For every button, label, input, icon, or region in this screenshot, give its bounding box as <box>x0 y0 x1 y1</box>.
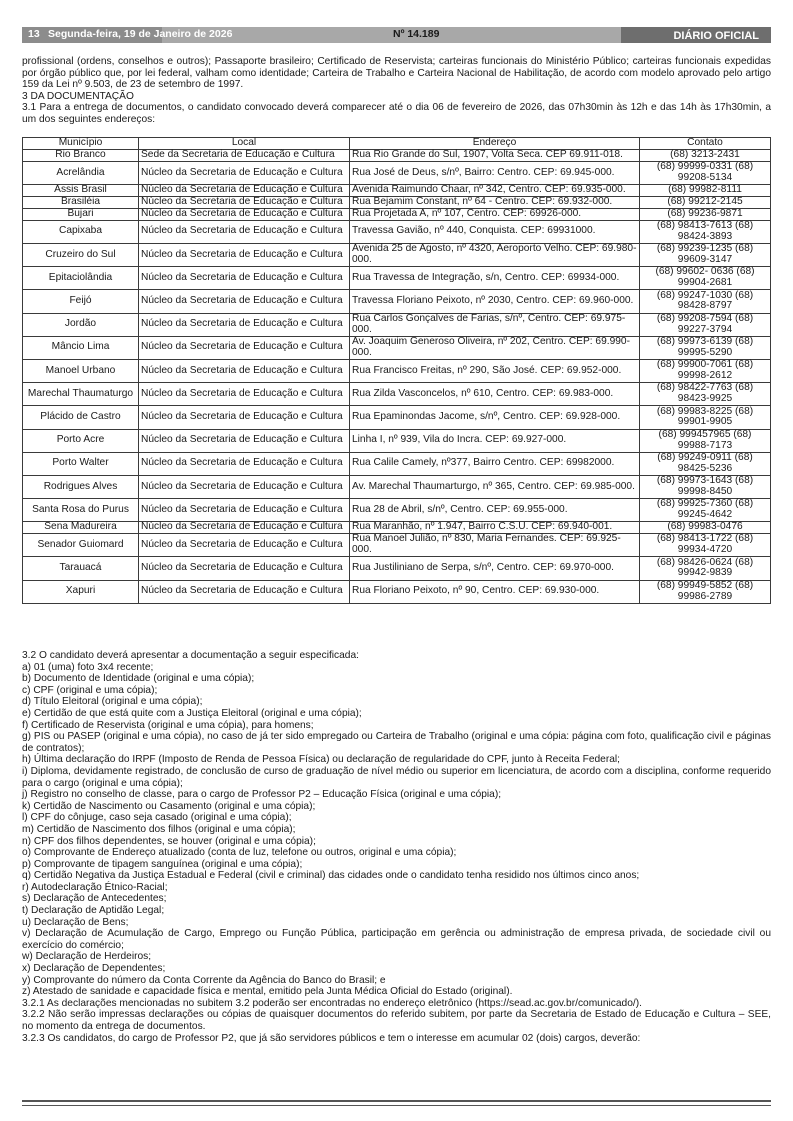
column-header: Município <box>23 138 139 150</box>
documentation-line: 3.2.2 Não serão impressas declarações ou cópias de quaisquer documentos do referido subitem, por parte da Secretaria de Estado de Educação e Cultura – SEE, no momento da entrega de documentos. <box>22 1009 771 1032</box>
section-title: 3 DA DOCUMENTAÇÃO <box>22 90 134 102</box>
table-row <box>23 150 771 162</box>
cell-endereco: Rua Justiliniano de Serpa, s/nº, Centro. CEP: 69.970-000. <box>350 557 640 580</box>
table-row <box>23 522 771 534</box>
cell-endereco: Avenida 25 de Agosto, nº 4320, Aeroporto Velho. CEP: 69.980-000. <box>350 244 640 267</box>
cell-local: Núcleo da Secretaria de Educação e Cultura <box>139 383 350 406</box>
cell-local: Núcleo da Secretaria de Educação e Cultura <box>139 208 350 220</box>
table-row <box>23 220 771 243</box>
documentation-line: l) CPF do cônjuge, caso seja casado (original e uma cópia); <box>22 812 292 824</box>
cell-municipio: Capixaba <box>23 220 139 243</box>
cell-endereco: Rua Carlos Gonçalves de Farias, s/nº, Centro. CEP: 69.975-000. <box>350 313 640 336</box>
cell-contato: (68) 99982-8111 <box>640 185 771 197</box>
edition-number: Nº 14.189 <box>393 28 440 40</box>
cell-contato: (68) 99212-2145 <box>640 197 771 209</box>
documentation-line: v) Declaração de Acumulação de Cargo, Emprego ou Função Pública, participação em gerência ou administração de empresa privada, de sociedade civil ou exercício do comércio; <box>22 928 771 951</box>
cell-municipio: Plácido de Castro <box>23 406 139 429</box>
page-header <box>22 27 771 43</box>
cell-endereco: Av. Joaquim Generoso Oliveira, nº 202, Centro. CEP: 69.990-000. <box>350 336 640 359</box>
cell-municipio: Rio Branco <box>23 150 139 162</box>
documentation-line: p) Comprovante de tipagem sanguínea (original e uma cópia); <box>22 858 303 870</box>
cell-municipio: Feijó <box>23 290 139 313</box>
cell-endereco: Avenida Raimundo Chaar, nº 342, Centro. CEP: 69.935-000. <box>350 185 640 197</box>
cell-endereco: Rua Zilda Vasconcelos, nº 610, Centro. CEP: 69.983-000. <box>350 383 640 406</box>
page-number: 13 <box>28 28 40 40</box>
documentation-line: t) Declaração de Aptidão Legal; <box>22 905 165 917</box>
intro-block <box>22 56 771 126</box>
cell-municipio: Porto Acre <box>23 429 139 452</box>
cell-endereco: Rua Calile Camely, nº377, Bairro Centro. CEP: 69982000. <box>350 452 640 475</box>
cell-endereco: Rua Rio Grande do Sul, 1907, Volta Seca. CEP 69.911-018. <box>350 150 640 162</box>
table-row <box>23 452 771 475</box>
cell-contato: (68) 99973-6139 (68) 99995-5290 <box>640 336 771 359</box>
table-row <box>23 557 771 580</box>
documentation-line: y) Comprovante do número da Conta Corrente da Agência do Banco do Brasil; e <box>22 974 386 986</box>
cell-municipio: Cruzeiro do Sul <box>23 244 139 267</box>
cell-local: Núcleo da Secretaria de Educação e Cultura <box>139 557 350 580</box>
table-header-row <box>23 138 771 150</box>
table-row <box>23 336 771 359</box>
table-row <box>23 359 771 382</box>
table-row <box>23 475 771 498</box>
cell-contato: (68) 99999-0331 (68) 99208-5134 <box>640 161 771 184</box>
table-row <box>23 383 771 406</box>
cell-municipio: Marechal Thaumaturgo <box>23 383 139 406</box>
cell-contato: (68) 99949-5852 (68) 99986-2789 <box>640 580 771 603</box>
cell-contato: (68) 98422-7763 (68) 98423-9925 <box>640 383 771 406</box>
documentation-block <box>22 650 771 1044</box>
documentation-line: c) CPF (original e uma cópia); <box>22 684 158 696</box>
cell-endereco: Linha I, nº 939, Vila do Incra. CEP: 69.927-000. <box>350 429 640 452</box>
documentation-line: h) Última declaração do IRPF (Imposto de Renda de Pessoa Física) ou declaração de regularidade do CPF, junto à Receita Federal; <box>22 754 620 766</box>
cell-local: Núcleo da Secretaria de Educação e Cultura <box>139 290 350 313</box>
table-row <box>23 290 771 313</box>
cell-contato: (68) 99602- 0636 (68) 99904-2681 <box>640 267 771 290</box>
cell-municipio: Manoel Urbano <box>23 359 139 382</box>
addresses-table <box>22 137 771 604</box>
column-header: Contato <box>640 138 771 150</box>
cell-endereco: Rua Manoel Julião, nº 830, Maria Fernandes. CEP: 69.925-000. <box>350 534 640 557</box>
documentation-line: b) Documento de Identidade (original e uma cópia); <box>22 673 255 685</box>
table-row <box>23 208 771 220</box>
column-header: Endereço <box>350 138 640 150</box>
documentation-line: f) Certificado de Reservista (original e uma cópia), para homens; <box>22 719 314 731</box>
cell-municipio: Porto Walter <box>23 452 139 475</box>
cell-endereco: Travessa Floriano Peixoto, nº 2030, Centro. CEP: 69.960-000. <box>350 290 640 313</box>
cell-local: Sede da Secretaria de Educação e Cultura <box>139 150 350 162</box>
table-row <box>23 406 771 429</box>
table-row <box>23 313 771 336</box>
documentation-line: i) Diploma, devidamente registrado, de conclusão de curso de graduação de nível médio ou superior em licenciatura, de acordo com a disciplina, conforme requerido para o cargo (original e uma cópia); <box>22 765 771 789</box>
cell-municipio: Tarauacá <box>23 557 139 580</box>
cell-contato: (68) 999457965 (68) 99988-7173 <box>640 429 771 452</box>
cell-endereco: Rua José de Deus, s/nº, Bairro: Centro. CEP: 69.945-000. <box>350 161 640 184</box>
cell-municipio: Bujari <box>23 208 139 220</box>
documentation-line: w) Declaração de Herdeiros; <box>22 951 152 963</box>
documentation-line: 3.2 O candidato deverá apresentar a documentação a seguir especificada: <box>22 650 359 661</box>
table-row <box>23 534 771 557</box>
cell-contato: (68) 99236-9871 <box>640 208 771 220</box>
documentation-line: z) Atestado de sanidade e capacidade física e mental, emitido pela Junta Médica Oficial do Estado (original). <box>22 986 513 998</box>
cell-endereco: Rua Floriano Peixoto, nº 90, Centro. CEP: 69.930-000. <box>350 580 640 603</box>
footer-rule <box>22 1100 771 1106</box>
documentation-line: m) Certidão de Nascimento dos filhos (original e uma cópia); <box>22 823 296 835</box>
table-row <box>23 197 771 209</box>
documentation-line: r) Autodeclaração Étnico-Racial; <box>22 881 168 893</box>
cell-local: Núcleo da Secretaria de Educação e Cultura <box>139 499 350 522</box>
table-row <box>23 267 771 290</box>
cell-municipio: Acrelândia <box>23 161 139 184</box>
cell-endereco: Rua 28 de Abril, s/nº, Centro. CEP: 69.955-000. <box>350 499 640 522</box>
cell-endereco: Rua Projetada A, nº 107, Centro. CEP: 69926-000. <box>350 208 640 220</box>
cell-contato: (68) 98413-7613 (68) 98424-3893 <box>640 220 771 243</box>
cell-local: Núcleo da Secretaria de Educação e Cultura <box>139 580 350 603</box>
cell-municipio: Assis Brasil <box>23 185 139 197</box>
cell-local: Núcleo da Secretaria de Educação e Cultura <box>139 197 350 209</box>
cell-contato: (68) 99249-0911 (68) 98425-5236 <box>640 452 771 475</box>
documentation-line: s) Declaração de Antecedentes; <box>22 893 167 905</box>
cell-local: Núcleo da Secretaria de Educação e Cultura <box>139 406 350 429</box>
documentation-line: k) Certidão de Nascimento ou Casamento (original e uma cópia); <box>22 800 316 812</box>
table-row <box>23 244 771 267</box>
cell-endereco: Travessa Gavião, nº 440, Conquista. CEP: 69931000. <box>350 220 640 243</box>
cell-municipio: Epitaciolândia <box>23 267 139 290</box>
cell-contato: (68) 99208-7594 (68) 99227-3794 <box>640 313 771 336</box>
table-row <box>23 161 771 184</box>
cell-municipio: Jordão <box>23 313 139 336</box>
cell-contato: (68) 99900-7061 (68) 99998-2612 <box>640 359 771 382</box>
cell-local: Núcleo da Secretaria de Educação e Cultura <box>139 336 350 359</box>
cell-contato: (68) 3213-2431 <box>640 150 771 162</box>
cell-contato: (68) 98426-0624 (68) 99942-9839 <box>640 557 771 580</box>
cell-contato: (68) 98413-1722 (68) 99934-4720 <box>640 534 771 557</box>
documentation-line: n) CPF dos filhos dependentes, se houver (original e uma cópia); <box>22 835 316 847</box>
cell-endereco: Rua Francisco Freitas, nº 290, São José. CEP: 69.952-000. <box>350 359 640 382</box>
cell-endereco: Av. Marechal Thaumarturgo, nº 365, Centro. CEP: 69.985-000. <box>350 475 640 498</box>
cell-contato: (68) 99925-7360 (68) 99245-4642 <box>640 499 771 522</box>
cell-local: Núcleo da Secretaria de Educação e Cultura <box>139 522 350 534</box>
cell-municipio: Senador Guiomard <box>23 534 139 557</box>
cell-contato: (68) 99983-8225 (68) 99901-9905 <box>640 406 771 429</box>
documentation-line: x) Declaração de Dependentes; <box>22 963 166 975</box>
documentation-line: 3.2.1 As declarações mencionadas no subitem 3.2 poderão ser encontradas no endereço eletrônico (https://sead.ac.gov.br/comunicado/). <box>22 997 642 1009</box>
item-3-1: 3.1 Para a entrega de documentos, o candidato convocado deverá comparecer até o dia 06 de fevereiro de 2026, das 07h30min às 12h e das 14h às 17h30min, a um dos seguintes endereços: <box>22 102 771 125</box>
cell-local: Núcleo da Secretaria de Educação e Cultura <box>139 475 350 498</box>
documentation-line: g) PIS ou PASEP (original e uma cópia), no caso de já ter sido empregado ou Carteira de Trabalho (original e uma cópia: página com foto, qualificação civil e páginas de contratos); <box>22 731 771 754</box>
column-header: Local <box>139 138 350 150</box>
cell-contato: (68) 99239-1235 (68) 99609-3147 <box>640 244 771 267</box>
cell-local: Núcleo da Secretaria de Educação e Cultura <box>139 359 350 382</box>
cell-contato: (68) 99983-0476 <box>640 522 771 534</box>
cell-municipio: Xapuri <box>23 580 139 603</box>
documentation-line: 3.2.3 Os candidatos, do cargo de Professor P2, que já são servidores públicos e tem o interesse em acumular 02 (dois) cargos, deverão: <box>22 1032 641 1044</box>
table-row <box>23 429 771 452</box>
cell-municipio: Santa Rosa do Purus <box>23 499 139 522</box>
cell-endereco: Rua Travessa de Integração, s/n, Centro. CEP: 69934-000. <box>350 267 640 290</box>
intro-paragraph: profissional (ordens, conselhos e outros); Passaporte brasileiro; Certificado de Reservista; carteiras funcionais do Ministério Público; carteiras funcionais expedidas por órgão público que, por lei federal, valham como identidade; Carteira de Trabalho e Carteira Nacional de Habilitação, de acordo com modelo aprovado pelo artigo 159 da Lei nº 9.503, de 23 de setembro de 1997. <box>22 56 771 91</box>
cell-local: Núcleo da Secretaria de Educação e Cultura <box>139 313 350 336</box>
table-row <box>23 499 771 522</box>
documentation-line: d) Título Eleitoral (original e uma cópia); <box>22 696 203 708</box>
table-row <box>23 185 771 197</box>
documentation-line: a) 01 (uma) foto 3x4 recente; <box>22 661 154 673</box>
cell-municipio: Mâncio Lima <box>23 336 139 359</box>
cell-local: Núcleo da Secretaria de Educação e Cultura <box>139 429 350 452</box>
header-date: Segunda-feira, 19 de Janeiro de 2026 <box>48 28 233 40</box>
table-row <box>23 580 771 603</box>
documentation-line: q) Certidão Negativa da Justiça Estadual e Federal (civil e criminal) das cidades onde o candidato tenha residido nos últimos cinco anos; <box>22 870 640 882</box>
publication-title: DIÁRIO OFICIAL <box>621 27 771 43</box>
cell-endereco: Rua Maranhão, nº 1.947, Bairro C.S.U. CEP: 69.940-001. <box>350 522 640 534</box>
documentation-line: u) Declaração de Bens; <box>22 916 129 928</box>
cell-local: Núcleo da Secretaria de Educação e Cultura <box>139 185 350 197</box>
documentation-line: j) Registro no conselho de classe, para o cargo de Professor P2 – Educação Física (original e uma cópia); <box>22 789 502 801</box>
documentation-line: e) Certidão de que está quite com a Justiça Eleitoral (original e uma cópia); <box>22 707 362 719</box>
cell-endereco: Rua Epaminondas Jacome, s/nº, Centro. CEP: 69.928-000. <box>350 406 640 429</box>
cell-endereco: Rua Bejamim Constant, nº 64 - Centro. CEP: 69.932-000. <box>350 197 640 209</box>
documentation-line: o) Comprovante de Endereço atualizado (conta de luz, telefone ou outros, original e uma cópia); <box>22 847 457 859</box>
cell-local: Núcleo da Secretaria de Educação e Cultura <box>139 161 350 184</box>
cell-local: Núcleo da Secretaria de Educação e Cultura <box>139 452 350 475</box>
cell-municipio: Sena Madureira <box>23 522 139 534</box>
cell-local: Núcleo da Secretaria de Educação e Cultura <box>139 220 350 243</box>
cell-municipio: Brasiléia <box>23 197 139 209</box>
cell-local: Núcleo da Secretaria de Educação e Cultura <box>139 534 350 557</box>
cell-local: Núcleo da Secretaria de Educação e Cultura <box>139 244 350 267</box>
cell-contato: (68) 99247-1030 (68) 98428-8797 <box>640 290 771 313</box>
cell-municipio: Rodrigues Alves <box>23 475 139 498</box>
cell-contato: (68) 99973-1643 (68) 99998-8450 <box>640 475 771 498</box>
cell-local: Núcleo da Secretaria de Educação e Cultura <box>139 267 350 290</box>
